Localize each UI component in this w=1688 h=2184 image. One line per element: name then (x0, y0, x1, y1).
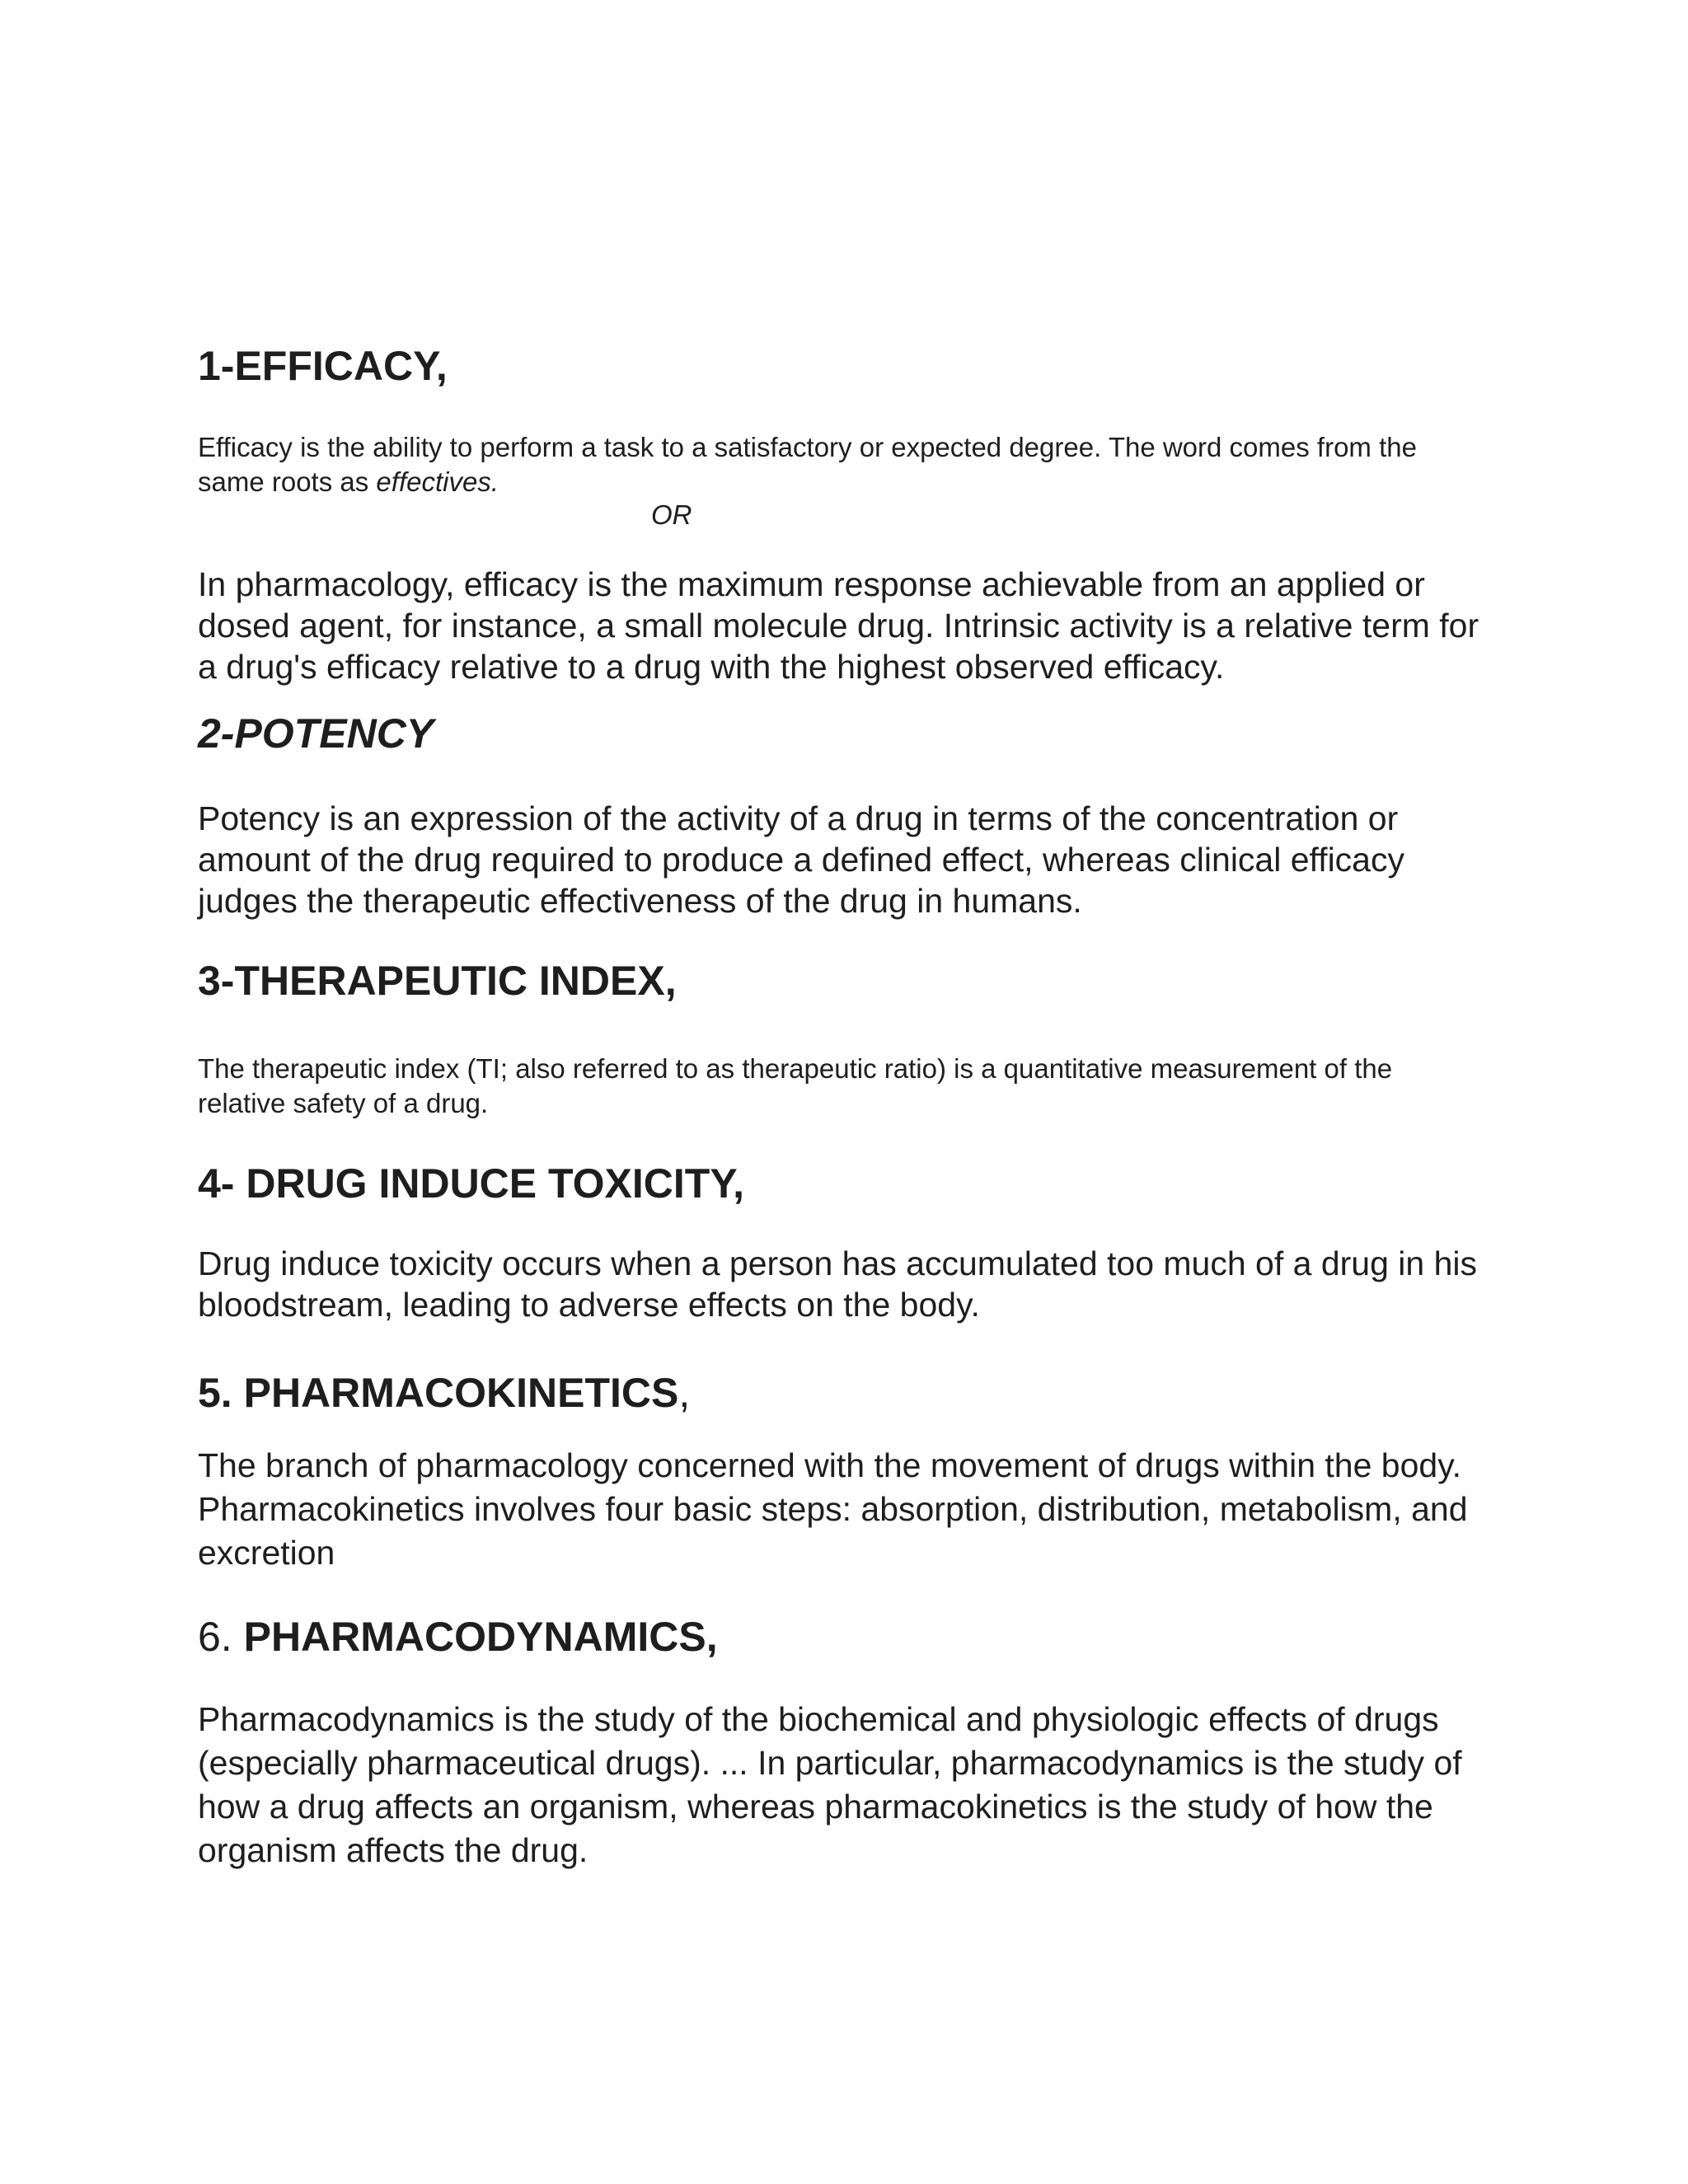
efficacy-pharmacology-paragraph: In pharmacology, efficacy is the maximum response achievable from an applied or dosed agent, for instance, a small molecule drug. Intrinsic activity is a relative term for a drug's efficacy relative to a drug with the highest observed efficacy. (198, 565, 1479, 686)
efficacy-definition-italic: effectives. (376, 466, 499, 497)
heading-pharmacodynamics-number: 6. (198, 1614, 244, 1660)
pharmacodynamics-paragraph: Pharmacodynamics is the study of the biochemical and physiologic effects of drugs (especially pharmaceutical drugs). ... In particular, pharmacodynamics is the study of how a drug affects an organism, whereas pharmacokinetics is the study of how the organism affects the drug. (198, 1700, 1462, 1869)
heading-drug-induce-toxicity: 4- DRUG INDUCE TOXICITY, (198, 1160, 745, 1207)
or-separator: OR (651, 499, 692, 530)
heading-therapeutic-index: 3-THERAPEUTIC INDEX, (198, 958, 677, 1004)
heading-pharmacokinetics (198, 1368, 1484, 1418)
heading-pharmacodynamics-text: PHARMACODYNAMICS, (243, 1614, 718, 1660)
therapeutic-index-paragraph: The therapeutic index (TI; also referred to as therapeutic ratio) is a quantitative measurement of the relative safety of a drug. (198, 1053, 1393, 1118)
pharmacokinetics-paragraph: The branch of pharmacology concerned with the movement of drugs within the body. Pharmacokinetics involves four basic steps: absorption, distribution, metabolism, and excretion (198, 1446, 1468, 1572)
heading-pharmacokinetics-comma: , (678, 1370, 691, 1416)
efficacy-definition (198, 430, 1484, 499)
heading-pharmacokinetics-text: 5. PHARMACOKINETICS (198, 1370, 679, 1416)
heading-pharmacodynamics (198, 1612, 1484, 1661)
efficacy-definition-text: Efficacy is the ability to perform a task to a satisfactory or expected degree. The word comes from the same roots as (198, 432, 1417, 497)
heading-efficacy: 1-EFFICACY, (198, 343, 448, 389)
heading-potency: 2-POTENCY (198, 710, 434, 757)
potency-paragraph: Potency is an expression of the activity of a drug in terms of the concentration or amount of the drug required to produce a defined effect, whereas clinical efficacy judges the therapeutic effectiveness of the drug in humans. (198, 799, 1404, 920)
drug-toxicity-paragraph: Drug induce toxicity occurs when a person has accumulated too much of a drug in his bloodstream, leading to adverse effects on the body. (198, 1244, 1477, 1324)
